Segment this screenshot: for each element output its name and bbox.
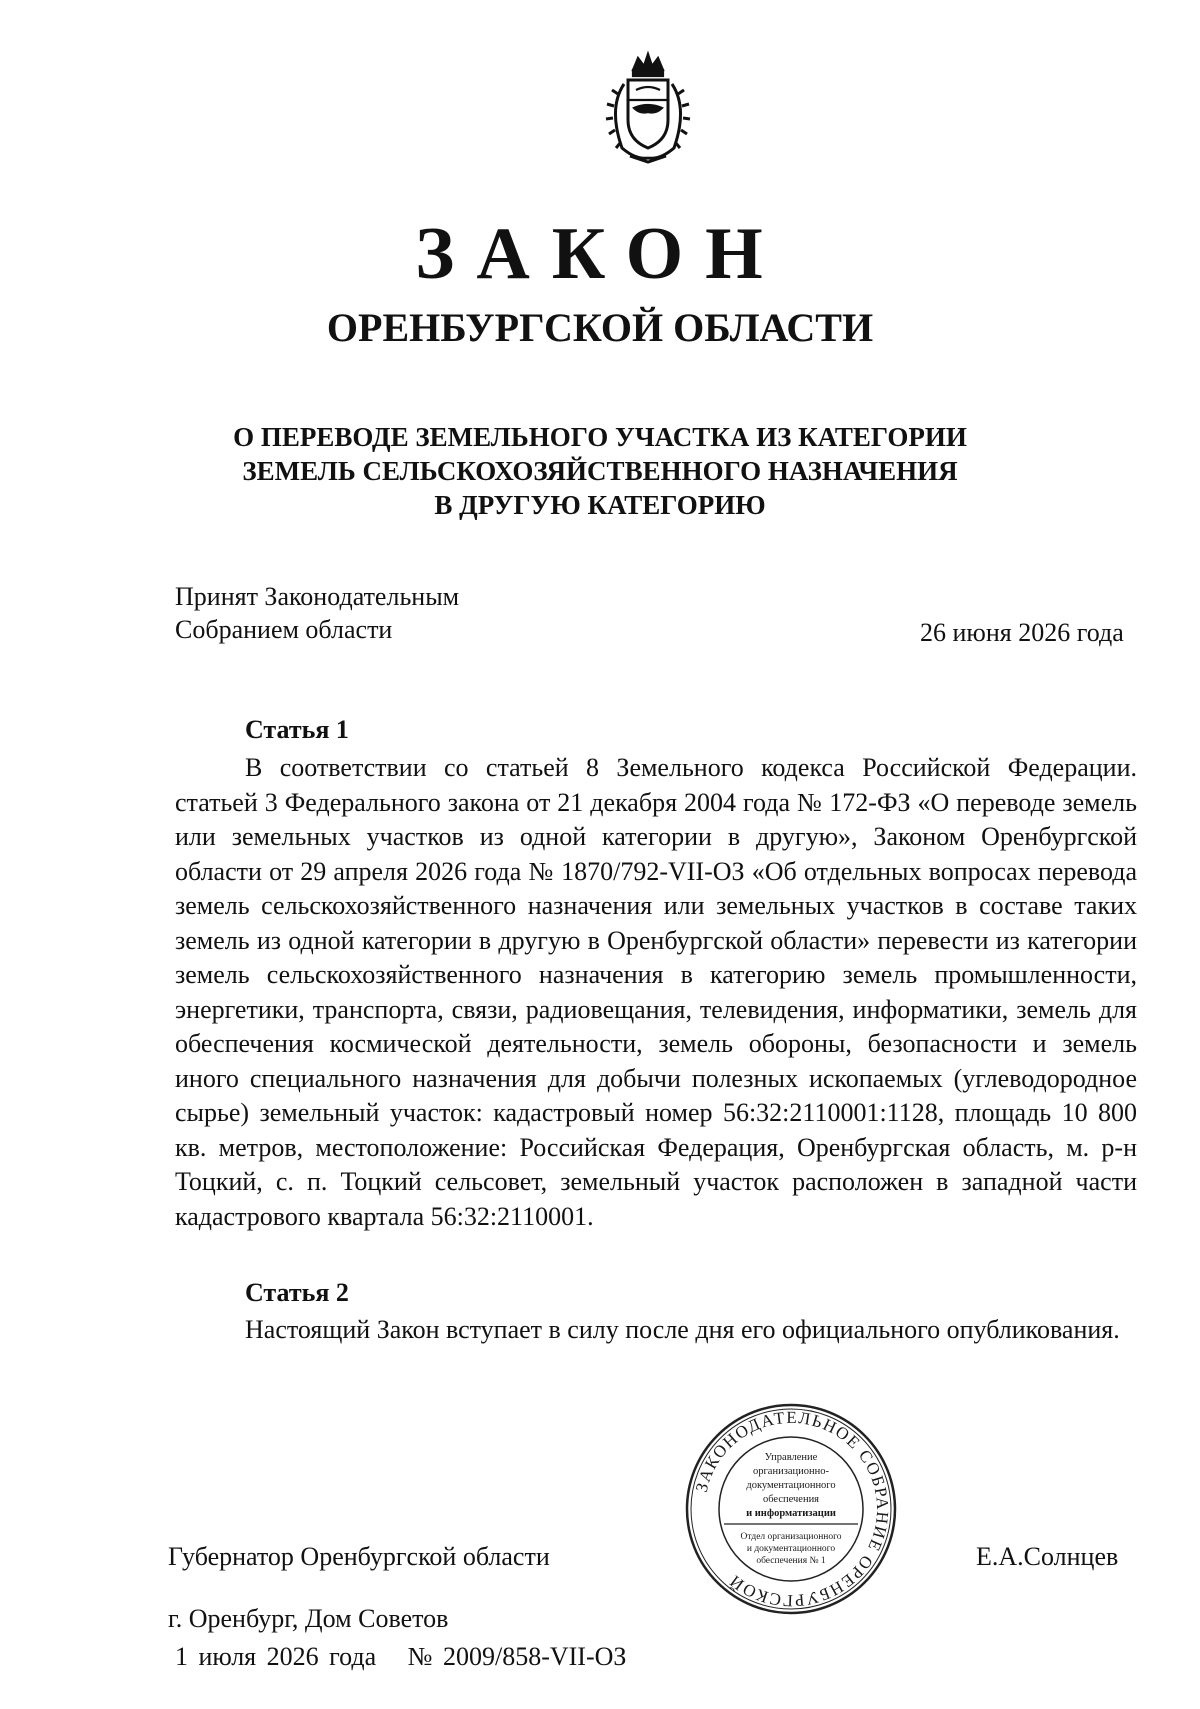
law-number: № 2009/858-VII-ОЗ bbox=[407, 1642, 627, 1671]
article-2-heading: Статья 2 bbox=[245, 1278, 349, 1307]
stamp-line: обеспечения bbox=[762, 1494, 820, 1505]
law-title-line: В ДРУГУЮ КАТЕГОРИЮ bbox=[434, 490, 766, 520]
signer-position: Губернатор Оренбургской области bbox=[168, 1542, 550, 1571]
law-title-line: ЗЕМЕЛЬ СЕЛЬСКОХОЗЯЙСТВЕННОГО НАЗНАЧЕНИЯ bbox=[242, 456, 958, 486]
law-title-line: О ПЕРЕВОДЕ ЗЕМЕЛЬНОГО УЧАСТКА ИЗ КАТЕГОРИИ bbox=[233, 422, 967, 452]
article-2-text: Настоящий Закон вступает в силу после дня его официального опубликования. bbox=[245, 1315, 1120, 1344]
coat-of-arms-emblem bbox=[600, 48, 696, 166]
document-title: ЗАКОН bbox=[415, 213, 785, 295]
adoption-statement bbox=[175, 580, 459, 646]
official-stamp bbox=[682, 1400, 900, 1618]
adoption-line: Принят Законодательным bbox=[175, 582, 460, 611]
law-date: 1 июля 2026 года bbox=[175, 1642, 377, 1671]
stamp-line: обеспечения № 1 bbox=[756, 1556, 826, 1566]
article-1-heading: Статья 1 bbox=[245, 715, 349, 744]
signer-name: Е.А.Солнцев bbox=[976, 1542, 1119, 1571]
stamp-line: и информатизации bbox=[746, 1508, 836, 1519]
stamp-line: Управление bbox=[764, 1452, 818, 1463]
law-date-number bbox=[175, 1642, 626, 1672]
stamp-line: и документационного bbox=[746, 1544, 836, 1554]
article-1-text: В соответствии со статьей 8 Земельного кодекса Российской Федерации. статьей 3 Федерального закона от 21 декабря 2004 года № 172-ФЗ «О переводе земель или земельных участков из одной категории в другую», Законом Оренбургской области от 29 апреля 2026 года № 1870/792-VII-ОЗ «Об отдельных вопросах перевода земель сельскохозяйственного назначения или земельных участков в составе таких земель из одной категории в другую в Оренбургской области» перевести из категории земель сельскохозяйственного назначения в категорию земель промышленности, энергетики, транспорта, связи, радиовещания, телевидения, информатики, земель для обеспечения космической деятельности, земель обороны, безопасности и земель иного специального назначения для добычи полезных ископаемых (углеводородное сырье) земельный участок: кадастровый номер 56:32:2110001:1128, площадь 10 800 кв. метров, местоположение: Российская Федерация, Оренбургская область, м. р-н Тоцкий, с. п. Тоцкий сельсовет, земельный участок расположен в западной части кадастрового квартала 56:32:2110001. bbox=[175, 753, 1137, 1231]
stamp-line: организационно- bbox=[753, 1466, 829, 1477]
stamp-line: Отдел организационного bbox=[740, 1532, 842, 1542]
stamp-line: документационного bbox=[746, 1480, 836, 1491]
adoption-line: Собранием области bbox=[175, 615, 393, 644]
stamp-ring-text: ЗАКОНОДАТЕЛЬНОЕ СОБРАНИЕ ОРЕНБУРГСКОЙ bbox=[691, 1407, 893, 1611]
region-subtitle: ОРЕНБУРГСКОЙ ОБЛАСТИ bbox=[326, 305, 874, 350]
adoption-date: 26 июня 2026 года bbox=[920, 618, 1124, 647]
law-title bbox=[0, 420, 1200, 522]
signing-place: г. Оренбург, Дом Советов bbox=[168, 1604, 449, 1633]
